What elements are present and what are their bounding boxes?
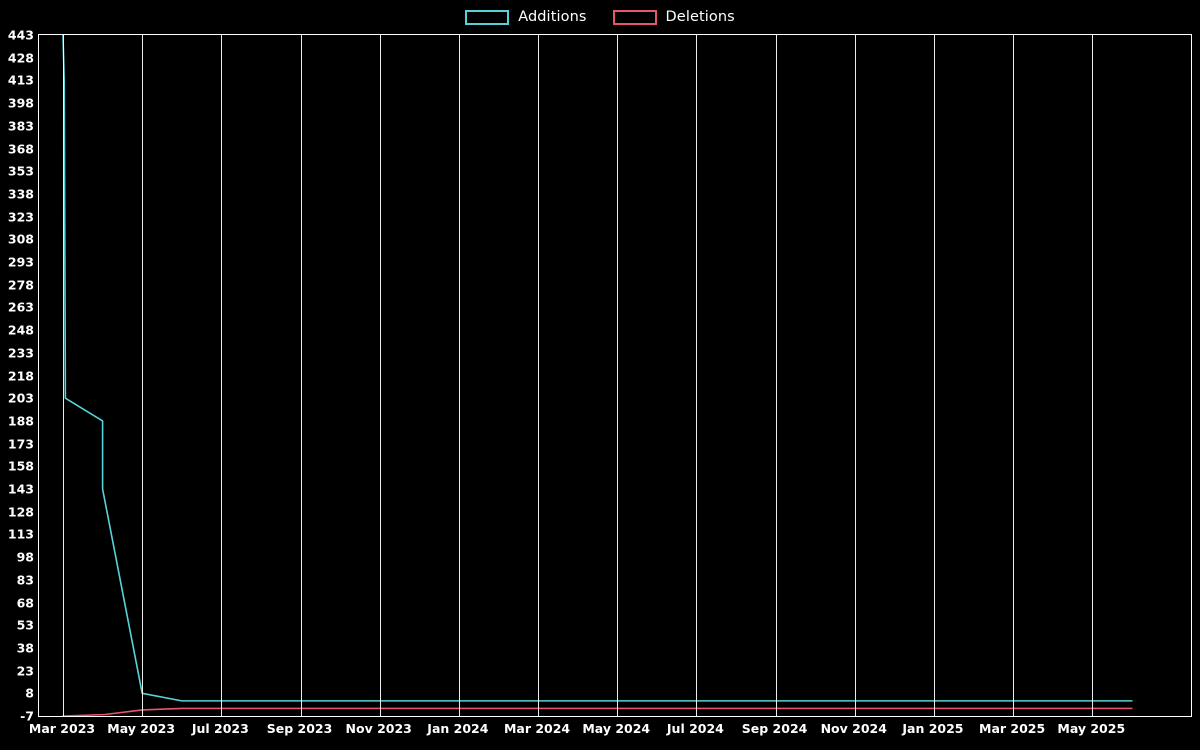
y-tick-label: 233: [7, 345, 34, 361]
y-tick-label: 113: [7, 526, 34, 542]
gridline-vertical: [459, 35, 460, 716]
y-tick-label: 98: [16, 549, 34, 565]
y-tick-label: 158: [7, 458, 34, 474]
x-tick-label: Jan 2025: [902, 721, 964, 736]
gridline-vertical: [776, 35, 777, 716]
x-tick-label: Jul 2024: [666, 721, 724, 736]
y-tick-label: 443: [7, 27, 34, 43]
x-tick-label: May 2025: [1057, 721, 1126, 736]
y-tick-label: 128: [7, 504, 34, 520]
y-tick-label: 413: [7, 72, 34, 88]
y-tick-label: 323: [7, 209, 34, 225]
gridline-vertical: [301, 35, 302, 716]
chart-legend: [0, 0, 1200, 34]
x-axis: [28, 719, 1192, 747]
x-tick-label: Jul 2023: [191, 721, 249, 736]
y-tick-label: 263: [7, 299, 34, 315]
gridline-vertical: [696, 35, 697, 716]
x-tick-label: Sep 2023: [266, 721, 333, 736]
gridline-vertical: [142, 35, 143, 716]
x-tick-label: Mar 2023: [28, 721, 96, 736]
gridline-vertical: [617, 35, 618, 716]
legend-item-deletions[interactable]: [613, 9, 735, 25]
gridline-vertical: [1013, 35, 1014, 716]
gridline-vertical: [221, 35, 222, 716]
y-tick-label: 203: [7, 390, 34, 406]
y-tick-label: 68: [16, 595, 34, 610]
y-tick-label: 428: [7, 50, 34, 66]
y-tick-label: 293: [7, 254, 34, 270]
x-tick-label: Nov 2024: [820, 721, 887, 736]
y-tick-label: 398: [7, 95, 34, 111]
x-tick-label: Sep 2024: [741, 721, 808, 736]
y-tick-label: 188: [7, 413, 34, 429]
series-line-deletions: [63, 708, 1132, 716]
x-tick-label: May 2024: [582, 721, 651, 736]
gridline-vertical: [1092, 35, 1093, 716]
y-tick-label: 53: [16, 617, 34, 633]
gridline-vertical: [380, 35, 381, 716]
y-tick-label: 353: [7, 163, 34, 179]
legend-swatch-deletions: [613, 10, 657, 25]
gridline-vertical: [855, 35, 856, 716]
legend-swatch-additions: [465, 10, 509, 25]
series-line-additions: [63, 35, 1132, 701]
x-tick-label: May 2023: [107, 721, 176, 736]
y-tick-label: 83: [16, 572, 34, 588]
y-tick-label: 383: [7, 118, 34, 134]
y-tick-label: 338: [7, 186, 34, 202]
gridline-vertical: [63, 35, 64, 716]
series-layer: [39, 35, 1191, 716]
y-tick-label: 173: [7, 436, 34, 452]
y-tick-label: 308: [7, 231, 34, 247]
legend-label-deletions: Deletions: [665, 9, 735, 25]
legend-item-additions[interactable]: [465, 9, 586, 25]
y-tick-label: 23: [16, 663, 34, 679]
gridline-vertical: [934, 35, 935, 716]
y-tick-label: 278: [7, 277, 34, 293]
gridline-vertical: [538, 35, 539, 716]
y-tick-label: 218: [7, 368, 34, 383]
y-tick-label: 143: [7, 481, 34, 497]
x-tick-label: Jan 2024: [427, 721, 489, 736]
y-tick-label: 38: [16, 640, 34, 656]
y-tick-label: 368: [7, 141, 34, 156]
legend-label-additions: Additions: [518, 9, 587, 25]
x-tick-label: Mar 2025: [979, 721, 1046, 736]
plot-area: [38, 34, 1192, 717]
x-tick-label: Mar 2024: [503, 721, 571, 736]
y-axis: [0, 27, 36, 724]
y-tick-label: 248: [7, 322, 34, 338]
y-tick-label: -7: [20, 708, 34, 724]
y-tick-label: 8: [25, 685, 34, 701]
x-tick-label: Nov 2023: [345, 721, 412, 736]
